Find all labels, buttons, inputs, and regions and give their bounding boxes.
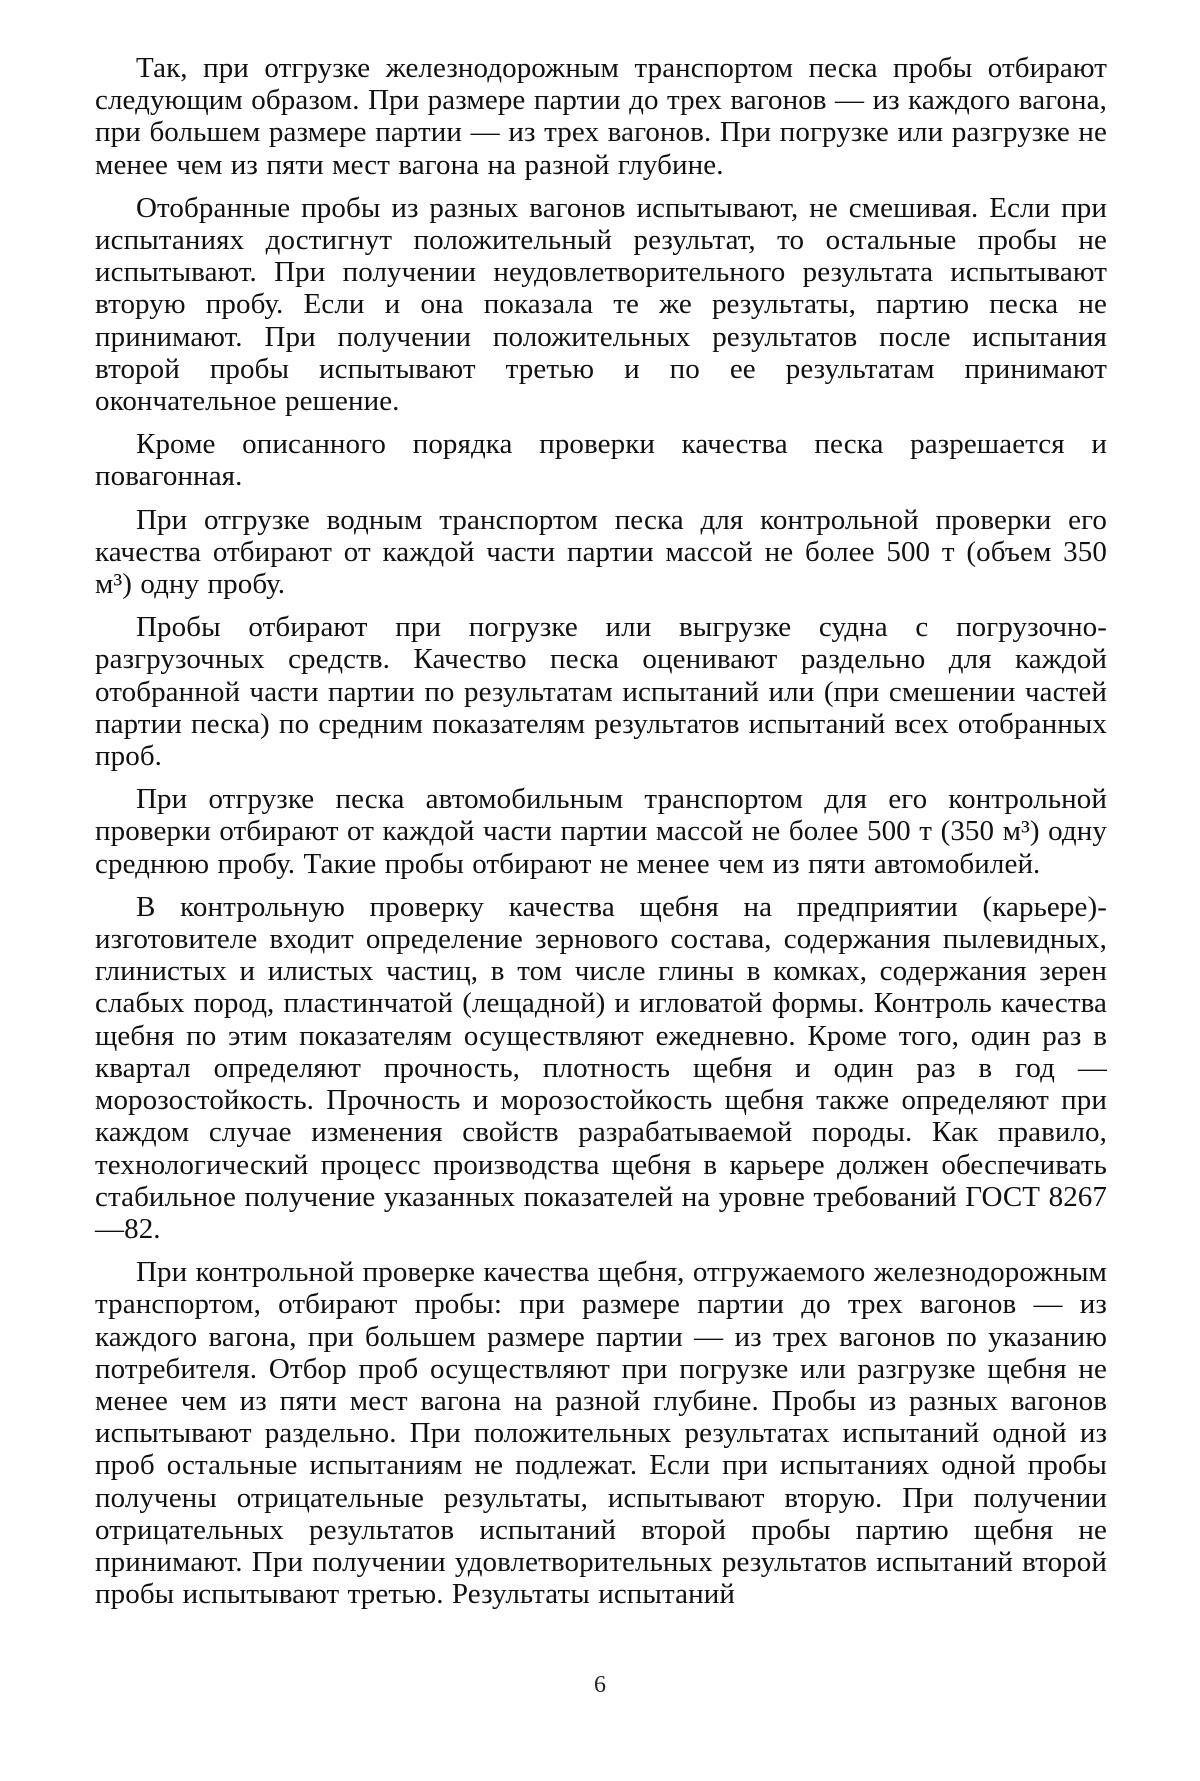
paragraph-road-transport: При отгрузке песка автомобильным транспортом для его контрольной проверки отбирают от каждой части партии массой не более 500 т (350 м³) одну среднюю пробу. Такие пробы отбирают не менее чем из пяти автомобилей. [95, 783, 1107, 880]
paragraph-gravel-quality-control: В контрольную проверку качества щебня на предприятии (карьере)-изготовителе входит определение зернового состава, содержания пылевидных, глинистых и илистых частиц, в том числе глины в комках, содержания зерен слабых пород, пластинчатой (лещадной) и игловатой формы. Контроль качества щебня по этим показателям осуществляют ежедневно. Кроме того, один раз в квартал определяют прочность, плотность щебня и один раз в год — морозостойкость. Прочность и морозостойкость щебня также определяют при каждом случае изменения свойств разрабатываемой породы. Как правило, технологический процесс производства щебня в карьере должен обеспечивать стабильное получение указанных показателей на уровне требований ГОСТ 8267—82. [95, 890, 1107, 1245]
paragraph-gravel-rail-sampling: При контрольной проверке качества щебня, отгружаемого железнодорожным транспортом, отбирают пробы: при размере партии до трех вагонов — из каждого вагона, при большем размере партии — из трех вагонов по указанию потребителя. Отбор проб осуществляют при погрузке или разгрузке щебня не менее чем из пяти мест вагона на разной глубине. Пробы из разных вагонов испытывают раздельно. При положительных результатах испытаний одной из проб остальные испытаниям не подлежат. Если при испытаниях одной пробы получены отрицательные результаты, испытывают вторую. При получении отрицательных результатов испытаний второй пробы партию щебня не принимают. При получении удовлетворительных результатов испытаний второй пробы испытывают третью. Результаты испытаний [95, 1256, 1107, 1611]
page-number: 6 [594, 1672, 606, 1698]
document-page [95, 52, 1107, 1621]
paragraph-sample-testing: Отобранные пробы из разных вагонов испытывают, не смешивая. Если при испытаниях достигнут положительный результат, то остальные пробы не испытывают. При получении неудовлетворительного результата испытывают вторую пробу. Если и она показала те же результаты, партию песка не принимают. При получении положительных результатов после испытания второй пробы испытывают третью и по ее результатам принимают окончательное решение. [95, 191, 1107, 418]
paragraph-per-wagon-check: Кроме описанного порядка проверки качества песка разрешается и повагонная. [95, 428, 1107, 493]
paragraph-water-transport: При отгрузке водным транспортом песка для контрольной проверки его качества отбирают от каждой части партии массой не более 500 т (объем 350 м³) одну пробу. [95, 503, 1107, 601]
paragraph-rail-sand-sampling: Так, при отгрузке железнодорожным транспортом песка пробы отбирают следующим образом. При размере партии до трех вагонов — из каждого вагона, при большем размере партии — из трех вагонов. При погрузке или разгрузке не менее чем из пяти мест вагона на разной глубине. [95, 52, 1107, 181]
paragraph-vessel-sampling: Пробы отбирают при погрузке или выгрузке судна с погрузочно-разгрузочных средств. Качество песка оценивают раздельно для каждой отобранной части партии по результатам испытаний или (при смешении частей партии песка) по средним показателям результатов испытаний всех отобранных проб. [95, 611, 1107, 773]
